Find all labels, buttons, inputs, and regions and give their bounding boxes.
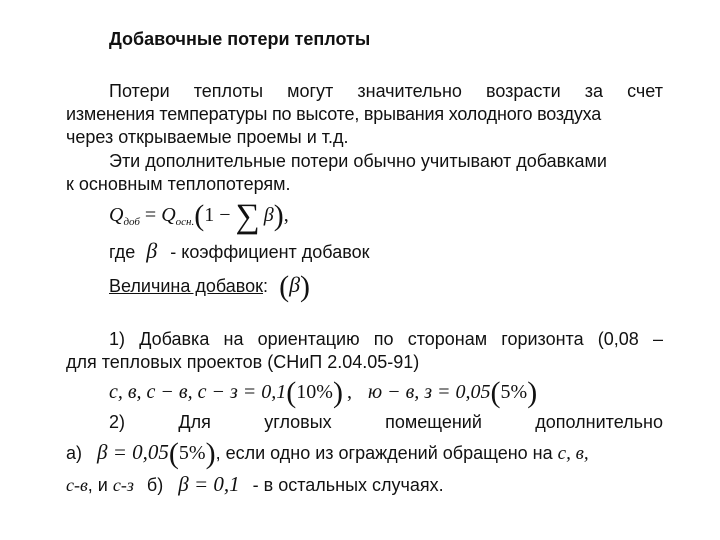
item-1-line-1 [109,328,663,350]
word: возрасти [485,81,561,101]
word: помещений [385,412,482,432]
word: горизонта [501,329,584,349]
and-word: , и [87,475,108,495]
paragraph-2-line-1: Эти дополнительные потери обычно учитывают добавками [109,151,607,171]
word: могут [287,81,334,101]
where-suffix: - коэффициент добавок [170,242,370,262]
item-2-line-b [66,473,444,496]
case-a-label: а) [66,443,83,463]
word: угловых [264,412,332,432]
direction-nw: с-з [112,475,134,495]
percent-left: 10% [296,381,333,403]
word: за [584,81,604,101]
case-a-percent: 5% [178,442,206,464]
magnitude-heading [109,270,311,303]
open-paren: ( [194,199,205,232]
percent-right: 5% [500,381,528,403]
close-paren: ) [205,437,216,470]
beta-symbol: β [289,272,301,297]
case-a-directions: с, в, [557,443,589,464]
direction-ne: с-в [66,475,88,495]
equals-sign: = [139,204,162,226]
orientation-formula [109,376,538,409]
open-paren: ( [168,437,179,470]
additional-loss-formula [109,198,289,235]
close-paren: ) [273,199,284,232]
open-paren: ( [490,376,501,409]
case-b-formula: β = 0,1 [178,472,240,496]
sum-symbol: ∑ [235,198,260,235]
q-symbol: Q [109,204,124,226]
item-2-line-1 [109,411,663,433]
case-b-text: - в остальных случаях. [252,475,444,495]
word: дополнительно [535,412,663,432]
close-paren: ) [332,376,343,409]
word: 2) [109,412,126,432]
formula-left: с, в, с − в, с − з = 0,1 [109,381,287,403]
word: Для [178,412,211,432]
word: сторонам [407,329,488,349]
case-a-text: , если одно из ограждений обращено на [215,443,553,463]
magnitude-label: Величина добавок [109,276,264,296]
q-symbol: Q [161,204,176,226]
comma: , [283,204,289,226]
word: Добавка [139,329,210,349]
item-1-line-2: для тепловых проектов (СНиП 2.04.05-91) [66,352,420,372]
beta-symbol: β [263,204,274,226]
paragraph-1-line-1 [109,80,663,102]
close-paren: ) [300,270,311,303]
beta-symbol: β [146,238,158,263]
word: (0,08 [597,329,639,349]
comma: , [346,381,352,403]
where-line [109,240,369,263]
word: на [223,329,244,349]
paragraph-1-line-2: изменения температуры по высоте, врывания холодного воздуха [66,104,602,124]
q-subscript: осн. [175,216,195,228]
close-paren: ) [527,376,538,409]
item-2-line-a [66,437,589,470]
paragraph-1-line-3: через открываемые проемы и т.д. [66,127,349,147]
word: 1) [109,329,126,349]
word: счет [627,81,663,101]
open-paren: ( [286,376,297,409]
word: ориентацию [257,329,360,349]
word: – [652,329,663,349]
paragraph-2-line-2: к основным теплопотерям. [66,174,291,194]
word: по [373,329,394,349]
page-title: Добавочные потери теплоты [109,29,371,49]
case-b-label: б) [146,475,164,495]
word: значительно [357,81,462,101]
one-minus: 1 − [204,204,236,226]
case-a-formula: β = 0,05 [97,440,169,464]
word: Потери [109,81,170,101]
colon: : [263,276,269,296]
open-paren: ( [279,270,290,303]
where-prefix: где [109,242,136,262]
q-subscript: доб [123,216,140,228]
formula-right: ю − в, з = 0,05 [367,381,491,403]
word: теплоты [193,81,264,101]
